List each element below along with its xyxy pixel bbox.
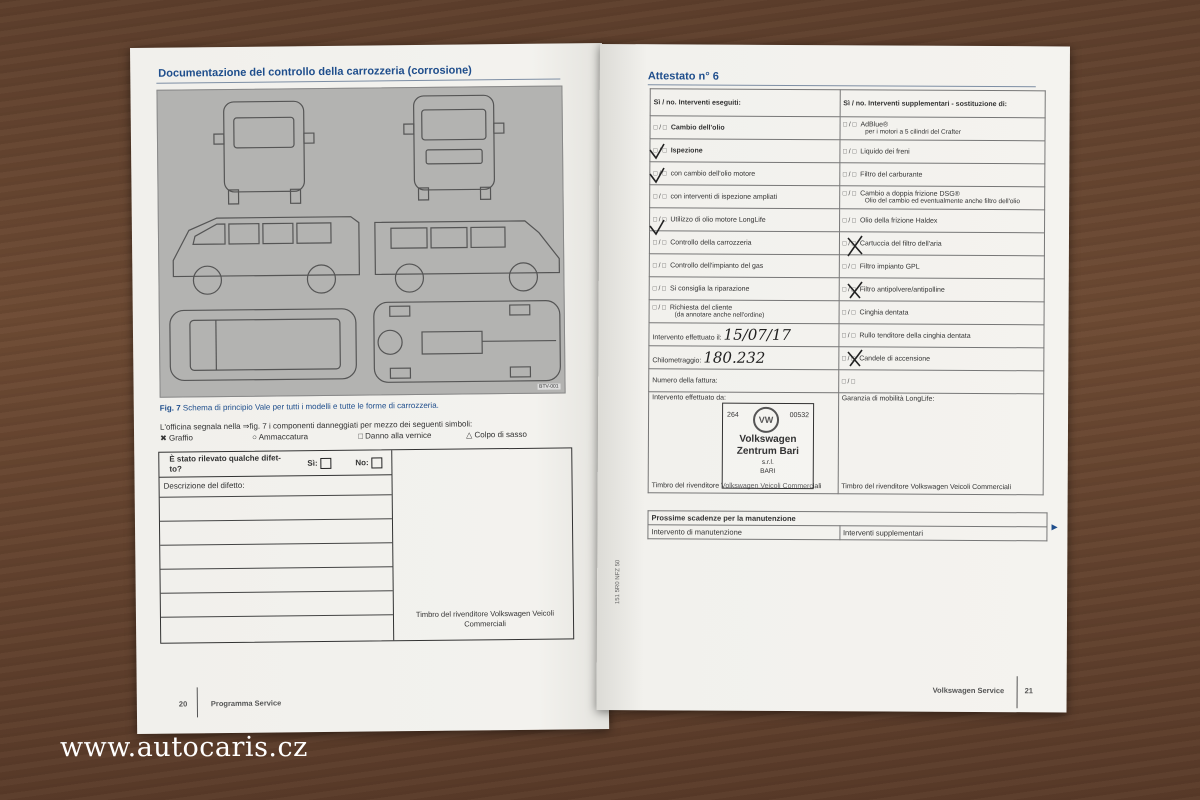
check-box[interactable]: □ / □ — [842, 262, 856, 270]
symbol-dent: ○ Ammaccatura — [252, 432, 309, 442]
site-watermark: www.autocaris.cz — [60, 732, 308, 763]
footer-title-left: Programma Service — [210, 698, 282, 709]
check-box[interactable]: □ / □ — [652, 304, 666, 312]
item-label: Cinghia dentata — [859, 308, 909, 317]
description-line — [160, 542, 392, 545]
check-box[interactable]: □ / □ — [653, 123, 667, 131]
item-label: con cambio dell'olio motore — [670, 169, 756, 178]
instruction-text: L'officina segnala nella ⇒fig. 7 i componenti danneggiati per mezzo dei seguenti simboli: — [159, 419, 473, 432]
item-label: Si consiglia la riparazione — [669, 284, 750, 293]
title-rule — [156, 78, 560, 83]
table-row — [648, 392, 1044, 495]
item-label: Filtro antipolvere/antipolline — [859, 285, 945, 294]
item-label: Candele di accensione — [859, 354, 931, 363]
check-box[interactable]: □ / □ — [842, 170, 857, 178]
item-label: Utilizzo di olio motore LongLife — [670, 215, 766, 224]
footer-divider — [197, 687, 198, 717]
check-box[interactable]: □ / □ — [652, 238, 667, 246]
check-box[interactable]: □ / □ — [652, 261, 667, 269]
check-box[interactable]: □ / □ — [842, 285, 856, 293]
item-label: Richiesta del cliente — [669, 304, 733, 312]
dealer-stamp-label: Timbro del rivenditore Volkswagen Veicoli Commerciali — [415, 608, 555, 629]
next-maintenance-header: Prossime scadenze per la manutenzione — [648, 511, 1047, 527]
stamp-number-right: 00532 — [789, 411, 810, 420]
description-line — [161, 590, 393, 593]
item-label: Filtro del carburante — [860, 170, 923, 179]
page-number-left: 20 — [178, 699, 188, 709]
check-mark-icon — [650, 220, 664, 234]
stamp-line-3: s.r.l. — [761, 458, 774, 466]
check-mark-icon — [650, 168, 667, 182]
mileage-label: Chilometraggio: — [652, 357, 702, 365]
item-label: Controllo dell'impianto del gas — [670, 261, 764, 270]
check-box[interactable]: □ / □ — [841, 377, 856, 385]
next-col1: Intervento di manutenzione — [648, 525, 840, 540]
next-maintenance-table — [647, 510, 1047, 541]
check-box[interactable]: □ / □ — [842, 308, 856, 316]
check-box[interactable]: □ / □ — [842, 239, 856, 247]
check-box[interactable]: □ / □ — [842, 331, 856, 339]
document-code: 151 5R0 NFZ 50 — [615, 559, 622, 605]
handwritten-marks — [640, 130, 880, 370]
description-line — [160, 518, 392, 521]
vw-logo-icon: VW — [753, 407, 779, 433]
check-box[interactable]: □ / □ — [652, 284, 667, 292]
symbol-stone-chip: △ Colpo di sasso — [466, 429, 527, 440]
item-label: Liquido dei freni — [860, 147, 910, 156]
col2-header: Sì / no. Interventi supplementari - sostituzione di: — [840, 90, 1046, 118]
item-label: Ispezione — [670, 146, 703, 155]
certificate-title: Attestato n° 6 — [647, 70, 719, 83]
van-schematic-drawing — [157, 86, 564, 396]
left-page-title: Documentazione del controllo della carrozzeria (corrosione) — [158, 64, 472, 80]
dealer-stamp-label: Timbro del rivenditore Volkswagen Veicoli Commerciali — [841, 483, 1012, 492]
symbol-paint-damage: □ Danno alla vernice — [358, 430, 432, 441]
stamp-line-1: Volkswagen — [739, 433, 797, 446]
item-label: AdBlue® — [860, 121, 889, 129]
description-line — [161, 614, 393, 617]
item-sublabel: per i motori a 5 cilindri del Crafter — [865, 128, 961, 136]
left-page — [130, 43, 609, 734]
cross-mark-icon — [848, 350, 862, 366]
next-col2: Interventi supplementari — [839, 526, 1047, 541]
no-option[interactable] — [355, 457, 382, 468]
performed-by-label: Intervento effettuato da: — [652, 394, 726, 402]
figure-code: BTV-001 — [539, 383, 559, 390]
yes-option[interactable] — [307, 458, 331, 469]
no-checkbox[interactable] — [372, 457, 383, 468]
no-label: No: — [355, 458, 369, 468]
description-line — [160, 566, 392, 569]
stamp-line-2: Zentrum Bari — [736, 445, 800, 458]
symbol-scratch: ✖ Graffio — [160, 433, 193, 443]
dealer-stamp — [722, 403, 814, 489]
mobility-guarantee-label: Garanzia di mobilità LongLife: — [841, 395, 935, 403]
continue-arrow-icon: ▶ — [1051, 522, 1058, 532]
check-box[interactable]: □ / □ — [842, 216, 856, 224]
item-label: Filtro impianto GPL — [859, 262, 920, 271]
cross-mark-icon — [848, 282, 862, 298]
table-row — [648, 525, 1047, 541]
item-label: Cartuccia del filtro dell'aria — [859, 239, 942, 248]
check-box[interactable]: □ / □ — [653, 215, 667, 223]
performed-date-label: Intervento effettuato il: — [652, 334, 722, 342]
item-label: Rullo tenditore della cinghia dentata — [859, 331, 971, 340]
defect-form — [158, 447, 574, 643]
cross-mark-icon — [848, 236, 862, 256]
description-line — [160, 494, 392, 497]
check-box[interactable]: □ / □ — [843, 121, 857, 129]
yes-checkbox[interactable] — [321, 458, 332, 469]
check-box[interactable]: □ / □ — [842, 190, 857, 198]
check-mark-icon — [650, 144, 667, 158]
title-rule — [648, 84, 1036, 87]
performed-date-value[interactable]: 15/07/17 — [723, 325, 791, 345]
stamp-number-left: 264 — [727, 411, 739, 419]
van-diagram-figure — [156, 85, 565, 397]
col1-header: Sì / no. Interventi eseguiti: — [650, 89, 840, 117]
check-box[interactable]: □ / □ — [653, 146, 667, 154]
check-box[interactable]: □ / □ — [843, 147, 857, 155]
item-label: Olio della frizione Haldex — [859, 216, 938, 225]
figure-caption-label: Fig. 7 — [159, 403, 181, 413]
check-box[interactable]: □ / □ — [841, 354, 856, 362]
item-label: con interventi di ispezione ampliati — [670, 192, 778, 201]
item-sublabel: Olio del cambio ed eventualmente anche filtro dell'olio — [864, 197, 1020, 206]
mileage-value[interactable]: 180.232 — [703, 348, 766, 367]
item-label: Cambio dell'olio — [670, 123, 725, 132]
stamp-line-4: BARI — [760, 467, 776, 475]
item-label: Cambio a doppia frizione DSG® — [860, 190, 960, 198]
invoice-label: Numero della fattura: — [652, 376, 718, 385]
table-cell — [838, 370, 1044, 394]
defect-description-column — [159, 450, 394, 642]
figure-caption — [160, 401, 439, 413]
item-label: Controllo della carrozzeria — [670, 238, 752, 247]
footer-divider — [1017, 676, 1018, 708]
check-box[interactable]: □ / □ — [653, 169, 667, 177]
table-header-row — [650, 89, 1045, 118]
dealer-stamp-label: Timbro del rivenditore Volkswagen Veicoli Commerciali — [651, 482, 822, 491]
check-box[interactable]: □ / □ — [653, 192, 667, 200]
table-cell — [649, 369, 839, 393]
figure-caption-text: Schema di principio Vale per tutti i modelli e tutte le forme di carrozzeria. — [182, 400, 439, 413]
page-number-right: 21 — [1024, 686, 1033, 696]
table-cell — [838, 393, 1044, 495]
defect-question: È stato rilevato qualche difet-to? — [169, 453, 281, 474]
yes-label: Sì: — [307, 458, 318, 468]
defect-question-row — [159, 450, 391, 477]
item-sublabel: (da annotare anche nell'ordine) — [674, 311, 765, 319]
table-row — [649, 369, 1044, 394]
description-label: Descrizione del difetto: — [163, 480, 245, 491]
footer-title-right: Volkswagen Service — [932, 685, 1005, 696]
